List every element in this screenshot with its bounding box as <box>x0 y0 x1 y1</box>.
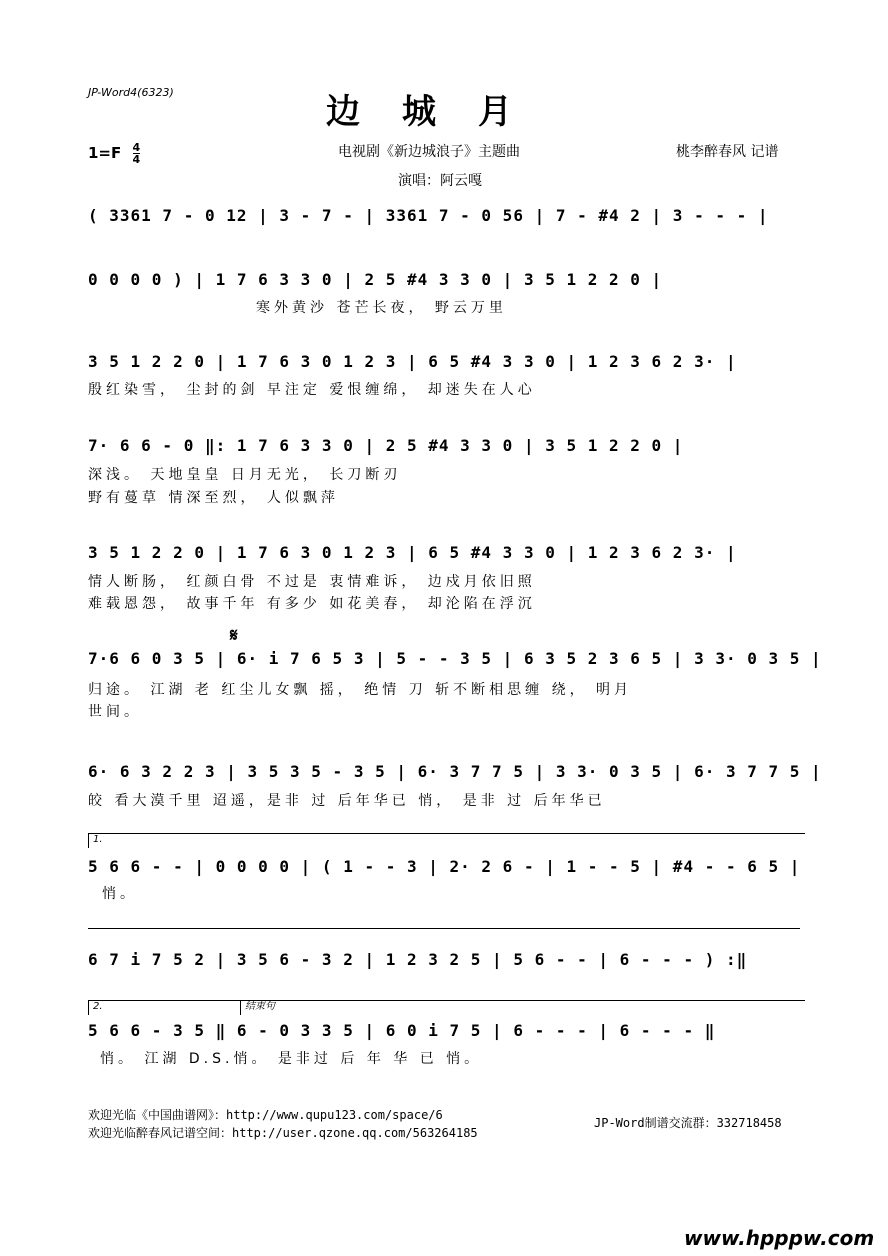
lyric-row-8: 悄。 <box>102 886 138 902</box>
notation-row-3: 3 5 1 2 2 0 | 1 7 6 3 0 1 2 3 | 6 5 #4 3 3 0 | 1 2 3 6 2 3· | <box>88 352 737 371</box>
second-ending-bracket: 2. <box>88 1000 243 1015</box>
song-title: 边城月 <box>326 92 554 132</box>
notation-row-6: 7·6 6 0 3 5 | 6· i 7 6 5 3 | 5 - - 3 5 | 6 3 5 2 3 6 5 | 3 3· 0 3 5 | <box>88 649 822 668</box>
segno-sign: 𝄋 <box>230 625 238 646</box>
volta-line <box>88 928 800 929</box>
lyric-row-6b: 世间。 <box>88 704 142 720</box>
key-label: 1=F <box>88 144 122 162</box>
footer-link-2: 欢迎光临醉春风记谱空间：http://user.qzone.qq.com/563264185 <box>88 1126 478 1140</box>
notation-row-2: 0 0 0 0 ) | 1 7 6 3 3 0 | 2 5 #4 3 3 0 | 3 5 1 2 2 0 | <box>88 270 663 289</box>
lyric-row-5b: 难载恩怨， 故事千年 有多少 如花美春， 却沦陷在浮沉 <box>88 596 536 612</box>
lyric-row-6a: 归途。 江湖 老 红尘儿女飘 摇， 绝情 刀 斩不断相思缠 绕， 明月 <box>88 682 633 698</box>
notation-row-8: 5 6 6 - - | 0 0 0 0 | ( 1 - - 3 | 2· 2 6 - | 1 - - 5 | #4 - - 6 5 | <box>88 857 801 876</box>
notation-row-4: 7· 6 6 - 0 ‖: 1 7 6 3 3 0 | 2 5 #4 3 3 0 | 3 5 1 2 2 0 | <box>88 436 684 455</box>
lyric-row-4a: 深浅。 天地皇皇 日月无光， 长刀断刃 <box>88 467 402 483</box>
notation-row-7: 6· 6 3 2 2 3 | 3 5 3 5 - 3 5 | 6· 3 7 7 5 | 3 3· 0 3 5 | 6· 3 7 7 5 | <box>88 762 822 781</box>
key-signature <box>88 142 140 165</box>
software-label: JP-Word4(6323) <box>88 86 174 99</box>
lyric-row-3: 殷红染雪， 尘封的剑 早注定 爱恨缠绵， 却迷失在人心 <box>88 382 536 398</box>
lyric-row-7: 皎 看大漠千里 迢遥，是非 过 后年华已 悄， 是非 过 后年华已 <box>88 793 606 809</box>
notation-row-10: 5 6 6 - 3 5 ‖ 6 - 0 3 3 5 | 6 0 i 7 5 | 6 - - - | 6 - - - ‖ <box>88 1021 716 1040</box>
time-top: 4 <box>132 141 141 154</box>
lyric-row-4b: 野有蔓草 情深至烈， 人似飘萍 <box>88 490 339 506</box>
footer-link-1: 欢迎光临《中国曲谱网》：http://www.qupu123.com/space/6 <box>88 1108 443 1122</box>
lyric-row-2: 寒外黄沙 苍芒长夜， 野云万里 <box>256 300 507 316</box>
notation-row-5: 3 5 1 2 2 0 | 1 7 6 3 0 1 2 3 | 6 5 #4 3 3 0 | 1 2 3 6 2 3· | <box>88 543 737 562</box>
watermark: www.hpppw.com <box>684 1226 875 1250</box>
lyric-row-10: 悄。 江湖 D.S.悄。 是非过 后 年 华 已 悄。 <box>100 1051 483 1067</box>
time-bottom: 4 <box>132 153 141 166</box>
notation-row-1: ( 3361 7 - 0 12 | 3 - 7 - | 3361 7 - 0 56 | 7 - #4 2 | 3 - - - | <box>88 206 769 225</box>
footer-group: JP-Word制谱交流群：332718458 <box>594 1116 782 1130</box>
notation-row-9: 6 7 i 7 5 2 | 3 5 6 - 3 2 | 1 2 3 2 5 | 5 6 - - | 6 - - - ) :‖ <box>88 950 748 969</box>
time-signature <box>133 142 141 165</box>
subtitle: 电视剧《新边城浪子》主题曲 <box>338 144 520 160</box>
first-ending-bracket: 1. <box>88 833 805 848</box>
transcriber: 桃李醉春风 记谱 <box>676 144 779 160</box>
singer: 演唱：阿云嘎 <box>398 173 482 189</box>
coda-bracket: 结束句 <box>240 1000 805 1015</box>
lyric-row-5a: 情人断肠， 红颜白骨 不过是 衷情难诉， 边戍月依旧照 <box>88 574 536 590</box>
